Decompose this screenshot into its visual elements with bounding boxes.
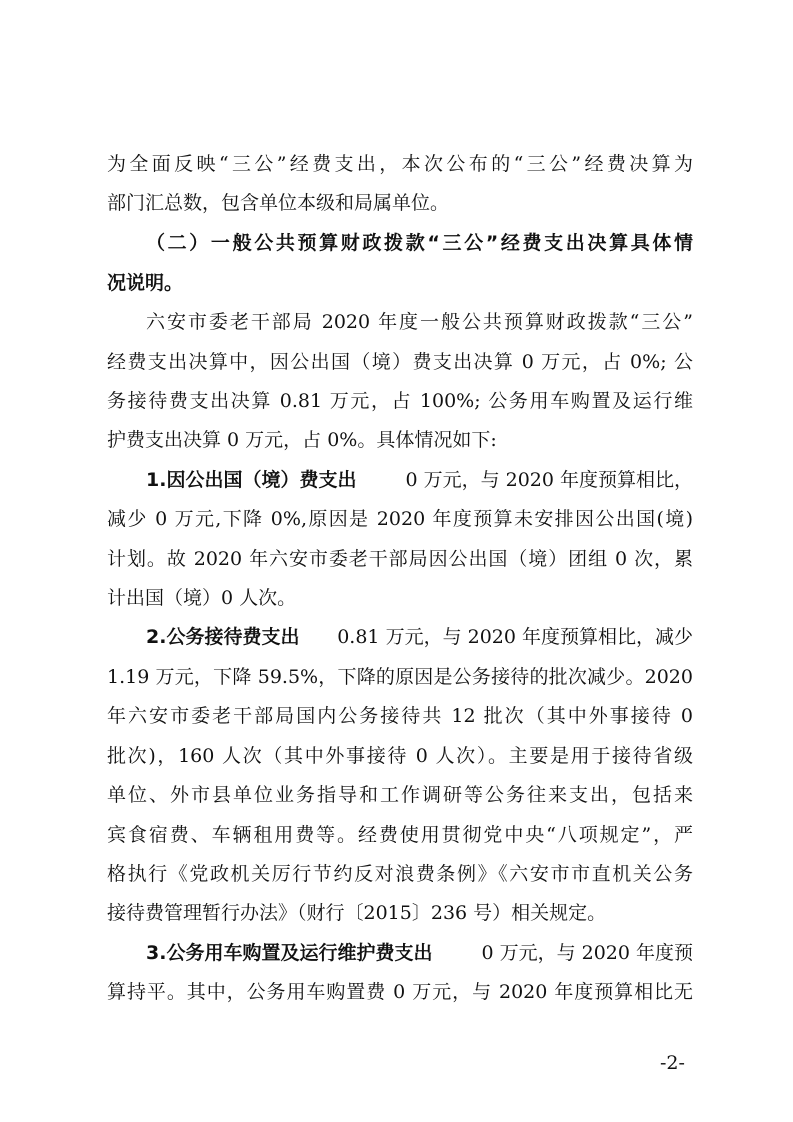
summary-line-1: 六安市委老干部局 2020 年度一般公共预算财政拨款“三公”: [146, 311, 693, 333]
item-2-line-5: 单位、外市县单位业务指导和工作调研等公务往来支出，包括来: [107, 784, 693, 806]
page-number: -2-: [660, 1052, 685, 1074]
summary-line-2: 经费支出决算中，因公出国（境）费支出决算 0 万元，占 0%; 公: [107, 351, 693, 373]
item-2-line-3: 年六安市委老干部局国内公务接待共 12 批次（其中外事接待 0: [107, 705, 693, 727]
item-1-first-line: [146, 467, 693, 493]
body-line-1: 为全面反映“三公”经费支出，本次公布的“三公”经费决算为: [107, 153, 693, 175]
item-1-line-2: 减少 0 万元,下降 0%,原因是 2020 年度预算未安排因公出国(境): [107, 508, 693, 530]
item-2-line-6: 宾食宿费、车辆租用费等。经费使用贯彻党中央“八项规定”，严: [107, 824, 693, 846]
item-2-line-8: 接待费管理暂行办法》（财行〔2015〕236 号）相关规定。: [107, 902, 607, 924]
item-2-line-7: 格执行《党政机关厉行节约反对浪费条例》《六安市市直机关公务: [107, 863, 693, 885]
item-2-title: 2.公务接待费支出: [146, 626, 300, 648]
summary-line-3: 务接待费支出决算 0.81 万元，占 100%; 公务用车购置及运行维: [107, 390, 693, 412]
body-line-2: 部门汇总数，包含单位本级和局属单位。: [107, 192, 450, 214]
item-1-text: 0 万元，与 2020 年度预算相比，: [405, 469, 693, 491]
item-3-first-line: [146, 940, 693, 966]
summary-line-4: 护费支出决算 0 万元，占 0%。具体情况如下:: [107, 429, 497, 451]
item-1-title: 1.因公出国（境）费支出: [146, 469, 357, 491]
item-2-line-2: 1.19 万元，下降 59.5%，下降的原因是公务接待的批次减少。2020: [107, 666, 693, 688]
item-1-line-4: 计出国（境）0 人次。: [107, 587, 297, 609]
item-2-line-4: 批次)，160 人次（其中外事接待 0 人次）。主要是用于接待省级: [107, 745, 693, 767]
item-3-title: 3.公务用车购置及运行维护费支出: [146, 942, 433, 964]
item-2-text: 0.81 万元，与 2020 年度预算相比，减少: [337, 626, 693, 648]
section-heading-line-1: （二）一般公共预算财政拨款“三公”经费支出决算具体情: [146, 232, 693, 254]
item-3-text: 0 万元，与 2020 年度预: [481, 942, 693, 964]
item-2-first-line: [146, 624, 693, 650]
item-3-line-2: 算持平。其中，公务用车购置费 0 万元，与 2020 年度预算相比无: [107, 981, 693, 1003]
section-heading-line-2: 况说明。: [107, 272, 184, 294]
item-1-line-3: 计划。故 2020 年六安市委老干部局因公出国（境）团组 0 次，累: [107, 548, 693, 570]
